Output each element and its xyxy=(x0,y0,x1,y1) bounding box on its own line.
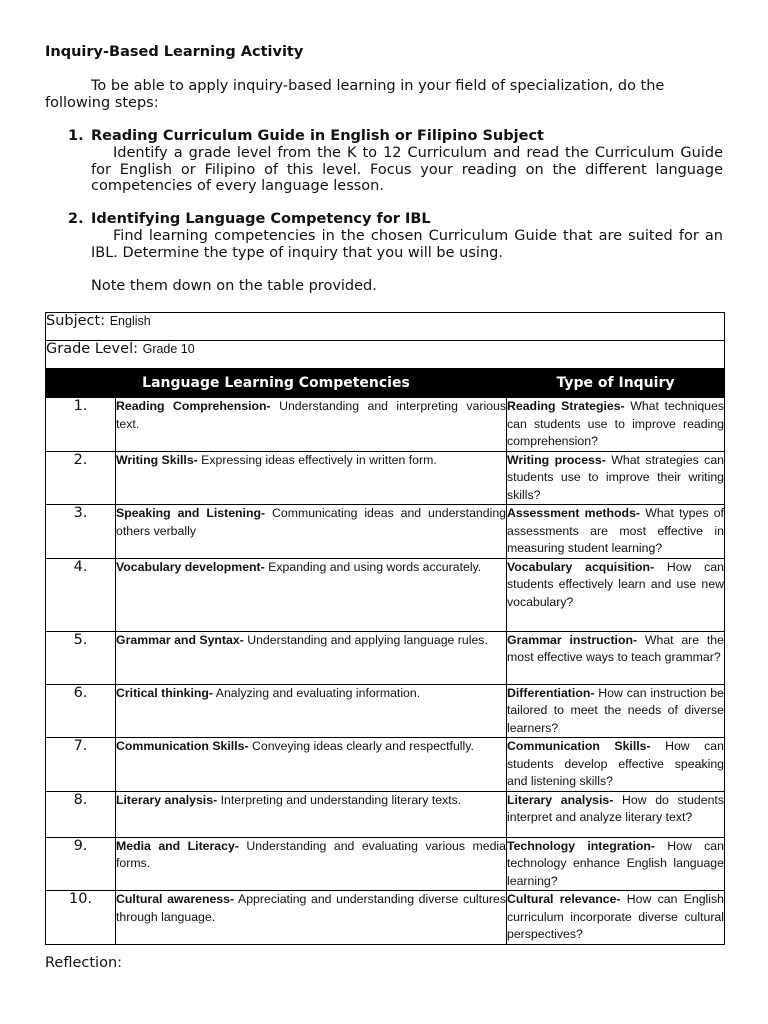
column-header-row xyxy=(46,369,725,398)
col-header-competencies: Language Learning Competencies xyxy=(46,369,507,398)
row-number: 1. xyxy=(46,398,116,452)
inquiry-desc: What types of assessments are most effective in measuring student learning? xyxy=(507,506,724,555)
competency-cell xyxy=(116,398,507,452)
competency-term: Cultural awareness- xyxy=(116,892,235,906)
competency-term: Grammar and Syntax- xyxy=(116,632,244,647)
competency-term: Critical thinking- xyxy=(116,685,214,700)
inquiry-desc: How can students effectively learn and use new vocabulary? xyxy=(507,559,724,609)
inquiry-desc: What strategies can students use to improve their writing skills? xyxy=(507,452,724,502)
row-number: 2. xyxy=(46,451,116,505)
inquiry-term: Reading Strategies- xyxy=(507,399,625,413)
step-number: 1. xyxy=(68,128,84,144)
step-heading: Reading Curriculum Guide in English or Filipino Subject xyxy=(91,128,544,144)
inquiry-term: Vocabulary acquisition- xyxy=(507,559,655,574)
inquiry-term: Technology integration- xyxy=(507,838,655,853)
table-row xyxy=(46,684,725,738)
row-number: 5. xyxy=(46,631,116,684)
table-row xyxy=(46,558,725,631)
inquiry-term: Assessment methods- xyxy=(507,506,640,520)
row-number: 3. xyxy=(46,505,116,559)
inquiry-desc: How do students interpret and analyze literary text? xyxy=(507,792,724,824)
intro-paragraph: To be able to apply inquiry-based learning in your field of specialization, do the following steps: xyxy=(45,78,665,111)
inquiry-cell xyxy=(507,558,725,631)
note-text: Note them down on the table provided. xyxy=(91,278,377,294)
inquiry-term: Literary analysis- xyxy=(507,792,614,807)
competency-desc: Analyzing and evaluating information. xyxy=(213,685,421,700)
reflection-label: Reflection: xyxy=(45,955,123,971)
competency-cell xyxy=(116,791,507,837)
table-row xyxy=(46,451,725,505)
page-title: Inquiry-Based Learning Activity xyxy=(45,44,304,60)
inquiry-desc: How can students develop effective speaking and listening skills? xyxy=(507,739,724,788)
competency-desc: Conveying ideas clearly and respectfully. xyxy=(248,739,474,753)
competency-cell xyxy=(116,684,507,738)
table-row xyxy=(46,837,725,891)
grade-cell xyxy=(46,341,725,369)
competency-table xyxy=(45,312,725,945)
competency-cell xyxy=(116,505,507,559)
table-row xyxy=(46,791,725,837)
inquiry-term: Differentiation- xyxy=(507,685,595,700)
step-body: Identify a grade level from the K to 12 Curriculum and read the Curriculum Guide for English or Filipino of this level. Focus your reading on the different language competencies of every language lesson. xyxy=(91,145,723,194)
competency-desc: Appreciating and understanding diverse cultures through language. xyxy=(116,892,507,924)
competency-desc: Expanding and using words accurately. xyxy=(264,559,482,574)
inquiry-cell xyxy=(507,738,725,792)
competency-desc: Expressing ideas effectively in written form. xyxy=(197,452,437,467)
inquiry-desc: What are the most effective ways to teach grammar? xyxy=(507,632,724,664)
subject-cell xyxy=(46,313,725,341)
competency-term: Vocabulary development- xyxy=(116,559,265,574)
competency-desc: Communicating ideas and understanding others verbally xyxy=(116,506,506,538)
subject-label: Subject: xyxy=(46,313,106,329)
table-row xyxy=(46,505,725,559)
competency-cell xyxy=(116,738,507,792)
inquiry-desc: What techniques can students use to improve reading comprehension? xyxy=(507,399,725,448)
inquiry-term: Grammar instruction- xyxy=(507,632,638,647)
competency-term: Speaking and Listening- xyxy=(116,506,266,520)
col-header-inquiry: Type of Inquiry xyxy=(507,369,725,398)
step-number: 2. xyxy=(68,211,84,227)
row-number: 9. xyxy=(46,837,116,891)
competency-desc: Understanding and evaluating various media forms. xyxy=(116,838,506,870)
inquiry-cell xyxy=(507,451,725,505)
competency-cell xyxy=(116,837,507,891)
inquiry-term: Communication Skills- xyxy=(507,739,651,753)
table-row xyxy=(46,738,725,792)
inquiry-term: Writing process- xyxy=(507,452,606,467)
competency-term: Writing Skills- xyxy=(116,452,198,467)
inquiry-cell xyxy=(507,837,725,891)
step-1 xyxy=(68,128,723,192)
competency-cell xyxy=(116,558,507,631)
inquiry-desc: How can instruction be tailored to meet the needs of diverse learners? xyxy=(507,685,724,735)
subject-row xyxy=(46,313,725,341)
competency-term: Media and Literacy- xyxy=(116,838,239,853)
row-number: 8. xyxy=(46,791,116,837)
inquiry-cell xyxy=(507,631,725,684)
competency-term: Literary analysis- xyxy=(116,792,218,807)
subject-value: English xyxy=(109,314,151,328)
row-number: 4. xyxy=(46,558,116,631)
inquiry-cell xyxy=(507,684,725,738)
competency-cell xyxy=(116,891,507,945)
competency-cell xyxy=(116,631,507,684)
table-row xyxy=(46,631,725,684)
inquiry-cell xyxy=(507,505,725,559)
competency-term: Reading Comprehension- xyxy=(116,399,271,413)
inquiry-cell xyxy=(507,398,725,452)
row-number: 7. xyxy=(46,738,116,792)
step-2 xyxy=(68,211,723,261)
competency-desc: Understanding and interpreting various text. xyxy=(116,399,507,431)
table-row xyxy=(46,891,725,945)
inquiry-term: Cultural relevance- xyxy=(507,892,621,906)
step-heading: Identifying Language Competency for IBL xyxy=(91,211,431,227)
competency-desc: Interpreting and understanding literary texts. xyxy=(217,792,462,807)
inquiry-desc: How can technology enhance English language learning? xyxy=(507,838,724,888)
inquiry-cell xyxy=(507,891,725,945)
competency-desc: Understanding and applying language rules. xyxy=(243,632,488,647)
step-body: Find learning competencies in the chosen Curriculum Guide that are suited for an IBL. Determine the type of inquiry that you will be using. xyxy=(91,228,723,261)
grade-label: Grade Level: xyxy=(46,341,138,357)
table-row xyxy=(46,398,725,452)
grade-row xyxy=(46,341,725,369)
row-number: 10. xyxy=(46,891,116,945)
grade-value: Grade 10 xyxy=(142,342,195,356)
competency-cell xyxy=(116,451,507,505)
inquiry-cell xyxy=(507,791,725,837)
inquiry-desc: How can English curriculum incorporate diverse cultural perspectives? xyxy=(507,892,724,941)
row-number: 6. xyxy=(46,684,116,738)
competency-term: Communication Skills- xyxy=(116,739,249,753)
